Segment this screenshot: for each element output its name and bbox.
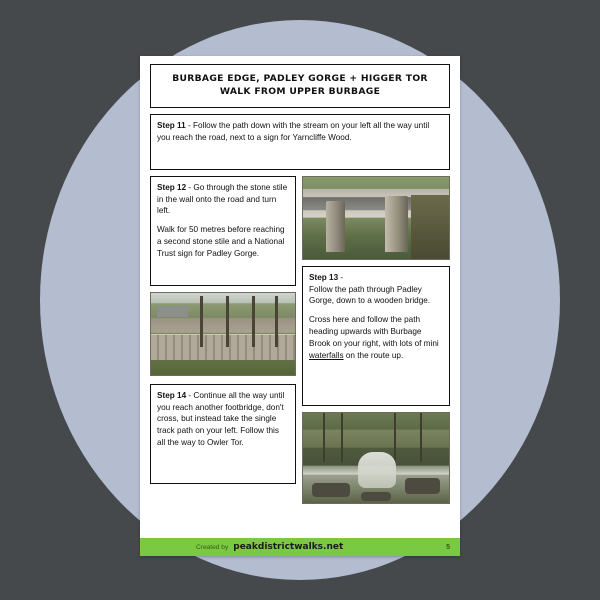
tree-trunk: [394, 413, 396, 463]
waterfalls-link[interactable]: waterfalls: [309, 351, 344, 361]
step-12-paragraph-1: [157, 182, 289, 218]
step-12-paragraph-2: Walk for 50 metres before reaching a second stone stile and a National Trust sign for Padley Gorge.: [157, 225, 285, 259]
tree-trunk: [420, 413, 422, 463]
tree-trunk: [341, 413, 343, 463]
step-13-label: Step 13: [309, 272, 339, 282]
photo-burbage-brook-waterfall: [302, 412, 450, 504]
step-12-label: Step 12: [157, 182, 187, 192]
step-12-text: Go through the stone stile in the wall onto the road and turn left.: [157, 182, 288, 216]
step-12-dash: -: [186, 182, 194, 192]
step-13-paragraph-1: [309, 272, 443, 308]
photo-stone-wall: [150, 292, 296, 376]
tree-trunk: [200, 296, 203, 347]
river-rock: [361, 492, 390, 501]
step-13-box: [302, 266, 450, 406]
stone-post-right: [385, 196, 408, 252]
tree-trunk: [275, 296, 278, 347]
page-title-text: BURBAGE EDGE, PADLEY GORGE + HIGGER TOR WALK FROM UPPER BURBAGE: [172, 73, 428, 98]
step-12-box: [150, 176, 296, 286]
step-14-paragraph: [157, 390, 289, 449]
waterfall: [358, 452, 396, 488]
footer-brand[interactable]: peakdistrictwalks.net: [233, 542, 344, 552]
roadside-brush: [411, 195, 449, 259]
tree-trunk: [226, 296, 229, 347]
tree-trunk: [323, 413, 325, 463]
step-11-box: [150, 114, 450, 170]
step-11-paragraph: [157, 120, 443, 144]
river-rock: [312, 483, 350, 497]
page-title: [150, 64, 450, 108]
page-content: [150, 114, 450, 532]
page-footer: [140, 538, 460, 556]
dry-stone-wall: [151, 334, 295, 360]
stone-post-left: [326, 201, 345, 252]
step-11-text: Follow the path down with the stream on your left all the way until you reach the road, next to a sign for Yarncliffe Wood.: [157, 120, 430, 142]
barn-roof: [157, 306, 189, 317]
step-13-text-pre: Cross here and follow the path heading upwards with Burbage Brook on your right, with lots of mini: [309, 315, 439, 349]
footer-created-by: Created by: [196, 543, 229, 551]
river-rock: [405, 478, 440, 494]
step-14-text: Continue all the way until you reach another footbridge, don't cross, but instead take the single track path on your left. Follow this all the way to Owler Tor.: [157, 390, 285, 448]
step-11-label: Step 11: [157, 120, 186, 130]
step-14-box: [150, 384, 296, 484]
step-13-text-post: on the route up.: [343, 351, 404, 361]
step-14-label: Step 14: [157, 390, 187, 400]
step-11-dash: -: [185, 120, 193, 130]
step-13-paragraph-2: [309, 314, 443, 362]
tree-trunk: [252, 296, 255, 347]
step-14-dash: -: [186, 390, 194, 400]
document-page: [140, 56, 460, 556]
step-13-dash: -: [338, 272, 344, 282]
page-number: 5: [446, 543, 450, 551]
step-13-text: Follow the path through Padley Gorge, down to a wooden bridge.: [309, 284, 431, 306]
photo-road-gateposts: [302, 176, 450, 260]
